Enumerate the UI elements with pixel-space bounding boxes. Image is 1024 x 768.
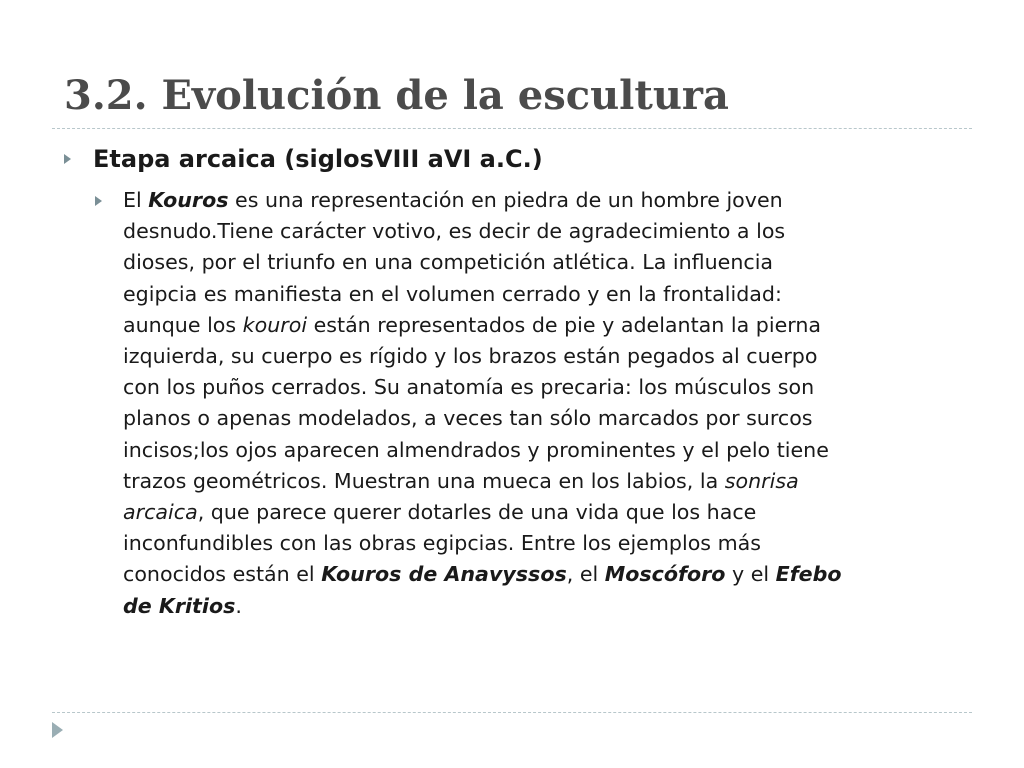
triangle-bullet-icon (64, 154, 71, 164)
text-run: El (123, 188, 149, 212)
paragraph-line (123, 435, 958, 466)
paragraph-line (123, 310, 958, 341)
emphasis-term: Kouros (148, 188, 229, 212)
paragraph-line (123, 403, 958, 434)
next-arrow-icon[interactable] (52, 722, 63, 738)
body-paragraph (123, 185, 958, 622)
paragraph-line (123, 466, 958, 497)
paragraph-line (123, 372, 958, 403)
text-run: inconfundibles con las obras egipcias. Entre los ejemplos más (123, 531, 761, 556)
text-run: dioses, por el triunfo en una competición atlética. La influencia (123, 250, 774, 275)
text-run: están representados de pie y adelantan la pierna (307, 312, 822, 337)
emphasis-term: de Kritios (123, 593, 236, 618)
text-run: es una representación en piedra de un hombre joven (228, 188, 783, 212)
emphasis-term: Kouros de Anavyssos (321, 562, 567, 587)
paragraph-line (123, 559, 958, 590)
text-run: izquierda, su cuerpo es rígido y los brazos están pegados al cuerpo (123, 344, 818, 369)
paragraph-line (123, 528, 958, 559)
paragraph-line (123, 216, 958, 247)
paragraph-line (123, 279, 958, 310)
paragraph-line (123, 341, 958, 372)
title-divider (52, 128, 972, 129)
text-run: con los puños cerrados. Su anatomía es precaria: los músculos son (123, 375, 815, 400)
paragraph-line (123, 185, 958, 216)
triangle-bullet-icon (95, 196, 102, 206)
text-run: incisos;los ojos aparecen almendrados y prominentes y el pelo tiene (123, 437, 829, 462)
emphasis-term: Moscóforo (604, 562, 726, 587)
text-run: aunque los (123, 312, 243, 337)
text-run: trazos geométricos. Muestran una mueca en los labios, la (123, 468, 725, 493)
paragraph-line (123, 497, 958, 528)
text-run: conocidos están el (123, 562, 322, 587)
footer-divider (52, 712, 972, 713)
italic-term: sonrisa (724, 468, 799, 493)
text-run: y el (725, 562, 776, 587)
paragraph-line (123, 247, 958, 278)
emphasis-term: Efebo (775, 562, 842, 587)
text-run: , el (566, 562, 605, 587)
slide-title: 3.2. Evolución de la escultura (64, 72, 729, 119)
text-run: desnudo.Tiene carácter votivo, es decir de agradecimiento a los (123, 219, 786, 244)
paragraph-line (123, 591, 958, 622)
text-run: planos o apenas modelados, a veces tan sólo marcados por surcos (123, 406, 813, 431)
text-run: , que parece querer dotarles de una vida que los hace (197, 500, 757, 525)
text-run: . (235, 593, 242, 618)
italic-term: kouroi (242, 312, 308, 337)
italic-term: arcaica (123, 500, 198, 525)
section-heading: Etapa arcaica (siglosVIII aVI a.C.) (93, 145, 543, 173)
text-run: egipcia es manifiesta en el volumen cerrado y en la frontalidad: (123, 281, 782, 306)
